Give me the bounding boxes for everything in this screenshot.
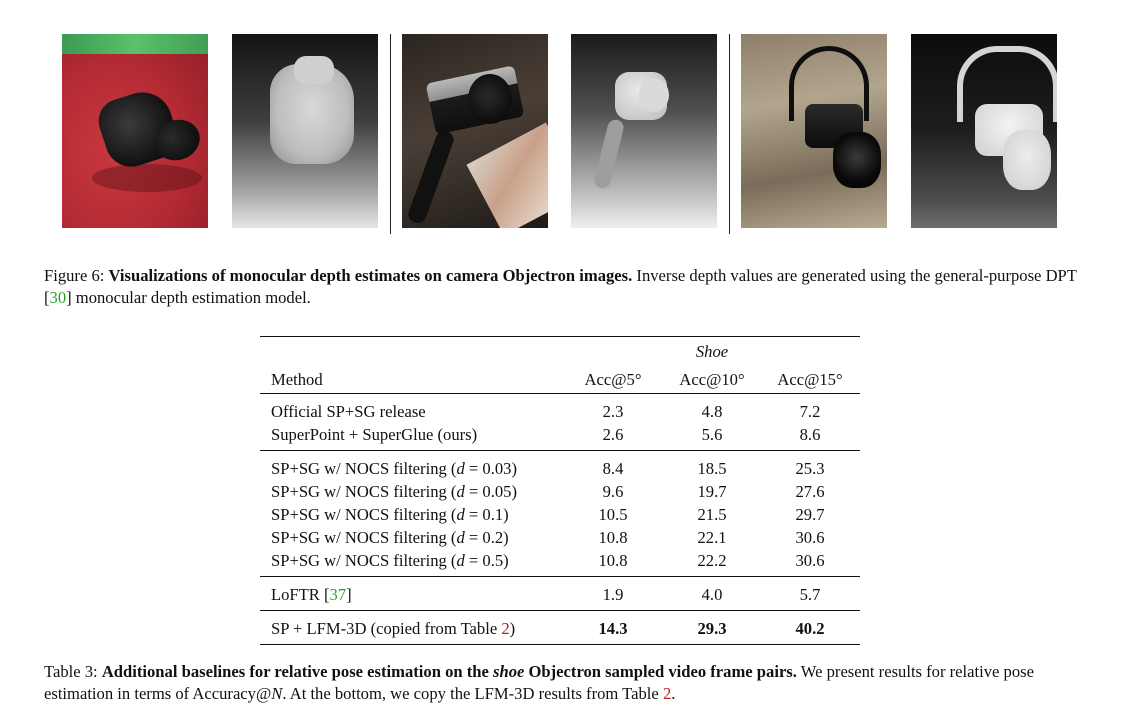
value-cell: 18.5 — [697, 459, 727, 478]
table-caption-variable: N — [271, 684, 283, 703]
table-caption-title-part: Additional baselines for relative pose estimation on the — [101, 662, 494, 681]
method-variable: d — [456, 482, 465, 501]
figure-caption-text-end: ] monocular depth estimation model. — [66, 288, 311, 307]
value-cell: 30.6 — [795, 528, 825, 547]
value-cell: 14.3 — [598, 619, 628, 638]
value-cell: 27.6 — [795, 482, 825, 501]
table-ref-link[interactable]: 2 — [662, 684, 672, 703]
method-cell — [260, 549, 562, 577]
column-header: Acc@5° — [584, 370, 642, 389]
value-cell: 8.4 — [602, 459, 624, 478]
table-caption-text-mid: . At the bottom, we copy the LFM-3D results from Table — [282, 684, 663, 703]
figure-divider-1 — [390, 34, 391, 234]
value-cell: 10.5 — [598, 505, 628, 524]
method-text-end: ] — [346, 585, 352, 604]
value-cell: 8.6 — [799, 425, 821, 444]
table-ref-link[interactable]: 2 — [501, 619, 510, 638]
value-cell: 29.7 — [795, 505, 825, 524]
table-caption-text-end: . — [671, 684, 676, 703]
method-cell — [260, 611, 562, 645]
value-cell: 25.3 — [795, 459, 825, 478]
figure-caption-label: Figure 6: — [44, 266, 105, 285]
figure-divider-2 — [729, 34, 730, 234]
citation-link[interactable]: 30 — [49, 288, 67, 307]
camera-photo-magazine — [402, 34, 548, 228]
value-cell: 29.3 — [697, 619, 727, 638]
table-row — [260, 549, 860, 577]
column-header: Acc@10° — [679, 370, 745, 389]
value-cell: 10.8 — [598, 551, 628, 570]
method-text: SP+SG w/ NOCS filtering ( — [271, 551, 457, 570]
depth-map-2 — [571, 34, 717, 228]
method-text: LoFTR [ — [271, 585, 330, 604]
depth-map-3 — [911, 34, 1057, 228]
method-cell — [260, 526, 562, 549]
value-cell: 22.1 — [697, 528, 727, 547]
citation-link[interactable]: 37 — [329, 585, 347, 604]
table-caption-label: Table 3: — [44, 662, 98, 681]
results-table — [260, 336, 860, 645]
method-cell: Official SP+SG release — [271, 402, 426, 421]
table-row — [260, 526, 860, 549]
figure-caption — [44, 265, 1084, 309]
method-param: = 0.5) — [464, 551, 509, 570]
method-cell — [260, 480, 562, 503]
value-cell: 40.2 — [795, 619, 825, 638]
method-cell — [260, 503, 562, 526]
value-cell: 4.8 — [701, 402, 723, 421]
method-variable: d — [456, 505, 465, 524]
value-cell: 22.2 — [697, 551, 727, 570]
table-row — [260, 451, 860, 481]
depth-map-1 — [232, 34, 378, 228]
method-text: SP+SG w/ NOCS filtering ( — [271, 505, 457, 524]
table-caption-title — [102, 662, 797, 681]
method-variable: d — [456, 528, 465, 547]
value-cell: 19.7 — [697, 482, 727, 501]
table-row — [260, 503, 860, 526]
value-cell: 5.6 — [701, 425, 723, 444]
method-param: = 0.2) — [464, 528, 509, 547]
camera-photo-glass-table — [741, 34, 887, 228]
group-header-shoe: Shoe — [695, 342, 729, 361]
value-cell: 10.8 — [598, 528, 628, 547]
method-text: SP+SG w/ NOCS filtering ( — [271, 528, 457, 547]
table-row-best — [260, 611, 860, 645]
method-param: = 0.05) — [464, 482, 517, 501]
method-text: SP+SG w/ NOCS filtering ( — [271, 459, 457, 478]
method-param: = 0.1) — [464, 505, 509, 524]
camera-photo-red-background — [62, 34, 208, 228]
column-header: Method — [271, 370, 323, 389]
table-group-header-row — [260, 337, 860, 368]
table-row — [260, 577, 860, 611]
table-caption-title-end: Objectron sampled video frame pairs. — [524, 662, 797, 681]
table-caption-title-italic: shoe — [493, 662, 525, 681]
table-row — [260, 423, 860, 451]
value-cell: 30.6 — [795, 551, 825, 570]
method-text: SP+SG w/ NOCS filtering ( — [271, 482, 457, 501]
figure-caption-text: Inverse depth values are generated using the general-purpose DPT [ — [44, 266, 1077, 307]
figure-caption-title: Visualizations of monocular depth estimates on camera Objectron images. — [108, 266, 633, 285]
value-cell: 7.2 — [799, 402, 821, 421]
value-cell: 1.9 — [602, 585, 624, 604]
value-cell: 21.5 — [697, 505, 727, 524]
method-cell — [260, 451, 562, 481]
column-header: Acc@15° — [777, 370, 843, 389]
method-param: = 0.03) — [464, 459, 517, 478]
table-header-row — [260, 367, 860, 394]
value-cell: 2.6 — [602, 425, 624, 444]
value-cell: 5.7 — [799, 585, 821, 604]
value-cell: 4.0 — [701, 585, 723, 604]
table-caption — [44, 661, 1084, 705]
method-variable: d — [456, 459, 465, 478]
method-cell — [260, 577, 562, 611]
value-cell: 2.3 — [602, 402, 624, 421]
value-cell: 9.6 — [602, 482, 624, 501]
method-text-end: ) — [509, 619, 516, 638]
table-caption-text: We present results for relative pose estimation in terms of Accuracy@ — [44, 662, 1034, 703]
method-text: SP + LFM-3D (copied from Table — [271, 619, 502, 638]
method-variable: d — [456, 551, 465, 570]
method-cell: SuperPoint + SuperGlue (ours) — [271, 425, 478, 444]
table-row — [260, 394, 860, 424]
table-row — [260, 480, 860, 503]
